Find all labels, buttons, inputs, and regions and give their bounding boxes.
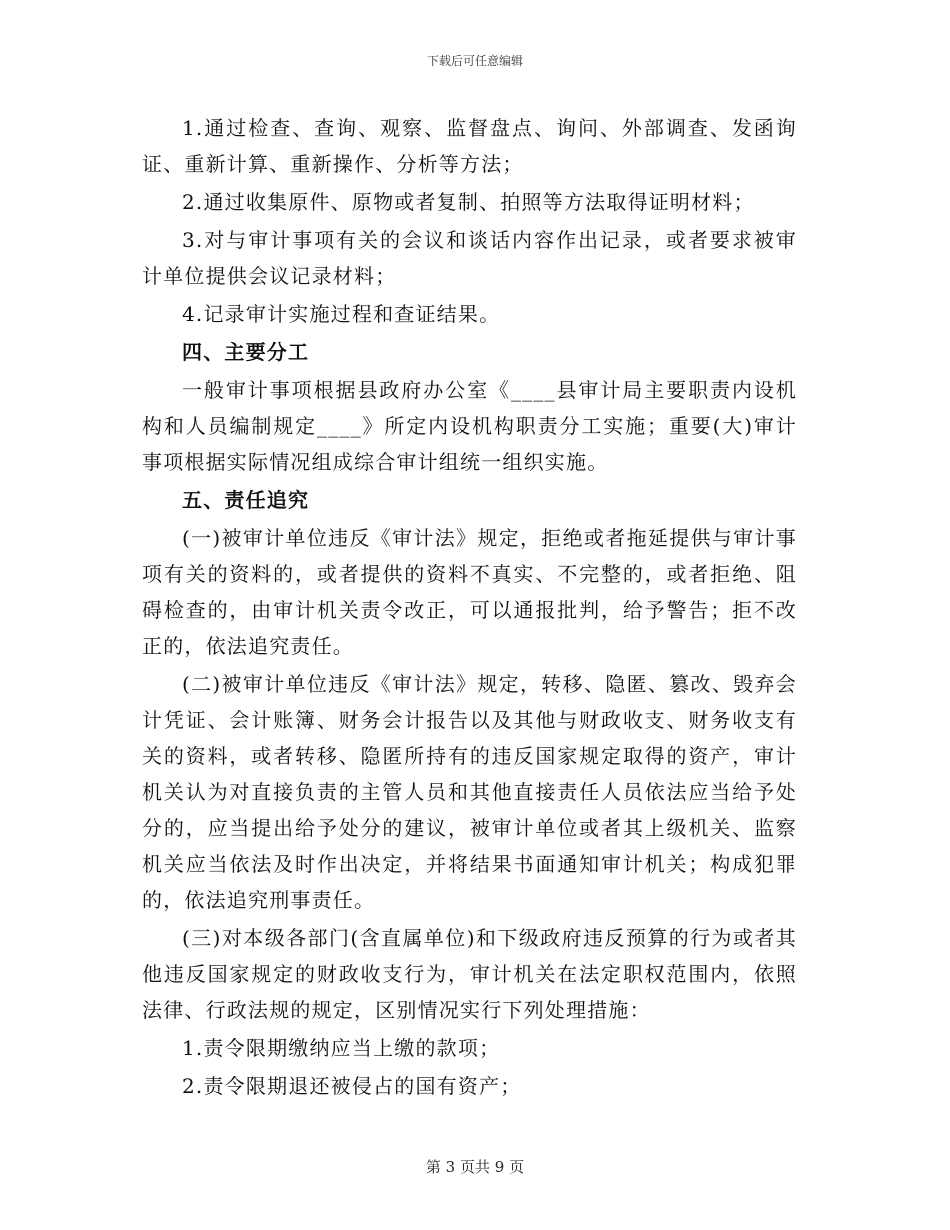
paragraph-measure-1: 1.责令限期缴纳应当上缴的款项； [182, 1036, 501, 1060]
section-heading-liability: 五、责任追究 [182, 488, 310, 512]
paragraph-method-4: 4.记录审计实施过程和查证结果。 [182, 302, 501, 326]
paragraph-division: 一般审计事项根据县政府办公室《____县审计局主要职责内设机构和人员编制规定____》所定内设机构职责分工实施；重要(大)审计事项根据实际情况组成综合审计组统一组织实施。 [142, 378, 797, 474]
page-footer: 第 3 页共 9 页 [425, 1158, 525, 1176]
paragraph-method-3: 3.对与审计事项有关的会议和谈话内容作出记录，或者要求被审计单位提供会议记录材料； [142, 228, 797, 288]
page-header: 下载后可任意编辑 [426, 54, 523, 68]
document-body [142, 110, 797, 1104]
paragraph-liability-1: (一)被审计单位违反《审计法》规定，拒绝或者拖延提供与审计事项有关的资料的，或者提供的资料不真实、不完整的，或者拒绝、阻碍检查的，由审计机关责令改正，可以通报批判，给予警告；拒不改正的，依法追究责任。 [142, 526, 797, 658]
section-heading-division: 四、主要分工 [182, 340, 310, 364]
paragraph-liability-3: (三)对本级各部门(含直属单位)和下级政府违反预算的行为或者其他违反国家规定的财政收支行为，审计机关在法定职权范围内，依照法律、行政法规的规定，区别情况实行下列处理措施： [142, 926, 797, 1022]
paragraph-liability-2: (二)被审计单位违反《审计法》规定，转移、隐匿、篡改、毁弃会计凭证、会计账簿、财务会计报告以及其他与财政收支、财务收支有关的资料，或者转移、隐匿所持有的违反国家规定取得的资产，审计机关认为对直接负责的主管人员和其他直接责任人员依法应当给予处分的，应当提出给予处分的建议，被审计单位或者其上级机关、监察机关应当依法及时作出决定，并将结果书面通知审计机关；构成犯罪的，依法追究刑事责任。 [142, 672, 797, 912]
paragraph-method-1: 1.通过检查、查询、观察、监督盘点、询问、外部调查、发函询证、重新计算、重新操作、分析等方法； [142, 116, 797, 176]
paragraph-method-2: 2.通过收集原件、原物或者复制、拍照等方法取得证明材料； [182, 190, 755, 214]
paragraph-measure-2: 2.责令限期退还被侵占的国有资产； [182, 1074, 522, 1098]
